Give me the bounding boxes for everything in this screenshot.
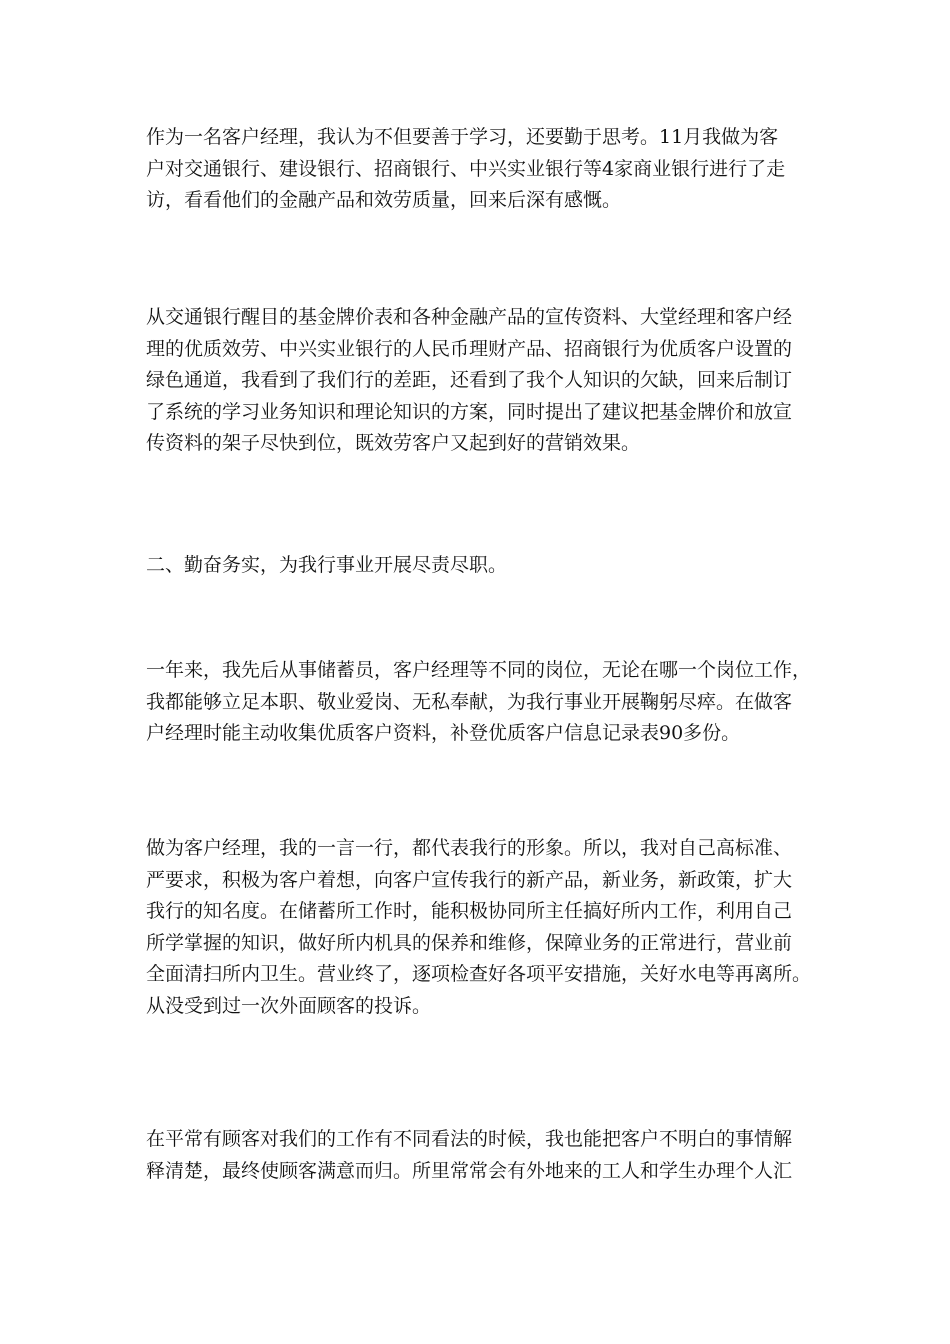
text-line: 所学掌握的知识，做好所内机具的保养和维修，保障业务的正常进行，营业前 [146, 931, 793, 954]
paragraph-6 [146, 1124, 846, 1187]
text-line: 了系统的学习业务知识和理论知识的方案，同时提出了建议把基金牌价和放宣 [146, 400, 793, 423]
text-line: 一年来，我先后从事储蓄员，客户经理等不同的岗位，无论在哪一个岗位工作， [146, 659, 812, 681]
text-line: 全面清扫所内卫生。营业终了，逐项检查好各项平安措施，关好水电等再离所。 [146, 963, 812, 986]
paragraph-2 [146, 302, 846, 460]
text-line: 户对交通银行、建设银行、招商银行、中兴实业银行等4家商业银行进行了走 [146, 157, 786, 180]
text-line: 做为客户经理，我的一言一行，都代表我行的形象。所以，我对自己高标准、 [146, 837, 793, 859]
heading-line: 二、勤奋务实，为我行事业开展尽责尽职。 [146, 554, 508, 576]
text-line: 严要求，积极为客户着想，向客户宣传我行的新产品，新业务，新政策，扩大 [146, 868, 793, 891]
section-heading-2 [146, 550, 846, 582]
text-line: 从没受到过一次外面顾客的投诉。 [146, 994, 432, 1017]
text-line: 在平常有顾客对我们的工作有不同看法的时候，我也能把客户不明白的事情解 [146, 1128, 793, 1150]
text-line: 绿色通道，我看到了我们行的差距，还看到了我个人知识的欠缺，回来后制订 [146, 369, 793, 392]
text-line: 理的优质效劳、中兴实业银行的人民币理财产品、招商银行为优质客户设置的 [146, 337, 793, 360]
text-line: 户经理时能主动收集优质客户资料，补登优质客户信息记录表90多份。 [146, 722, 741, 745]
text-line: 传资料的架子尽快到位，既效劳客户又起到好的营销效果。 [146, 432, 641, 455]
paragraph-5 [146, 833, 846, 1023]
text-line: 作为一名客户经理，我认为不但要善于学习，还要勤于思考。11月我做为客 [146, 126, 779, 148]
text-line: 释清楚，最终使顾客满意而归。所里常常会有外地来的工人和学生办理个人汇 [146, 1159, 793, 1182]
paragraph-1 [146, 122, 846, 217]
paragraph-4 [146, 655, 846, 750]
text-line: 我都能够立足本职、敬业爱岗、无私奉献，为我行事业开展鞠躬尽瘁。在做客 [146, 690, 793, 713]
text-line: 我行的知名度。在储蓄所工作时，能积极协同所主任搞好所内工作，利用自己 [146, 900, 793, 923]
text-line: 从交通银行醒目的基金牌价表和各种金融产品的宣传资料、大堂经理和客户经 [146, 306, 793, 328]
text-line: 访，看看他们的金融产品和效劳质量，回来后深有感慨。 [146, 189, 622, 212]
